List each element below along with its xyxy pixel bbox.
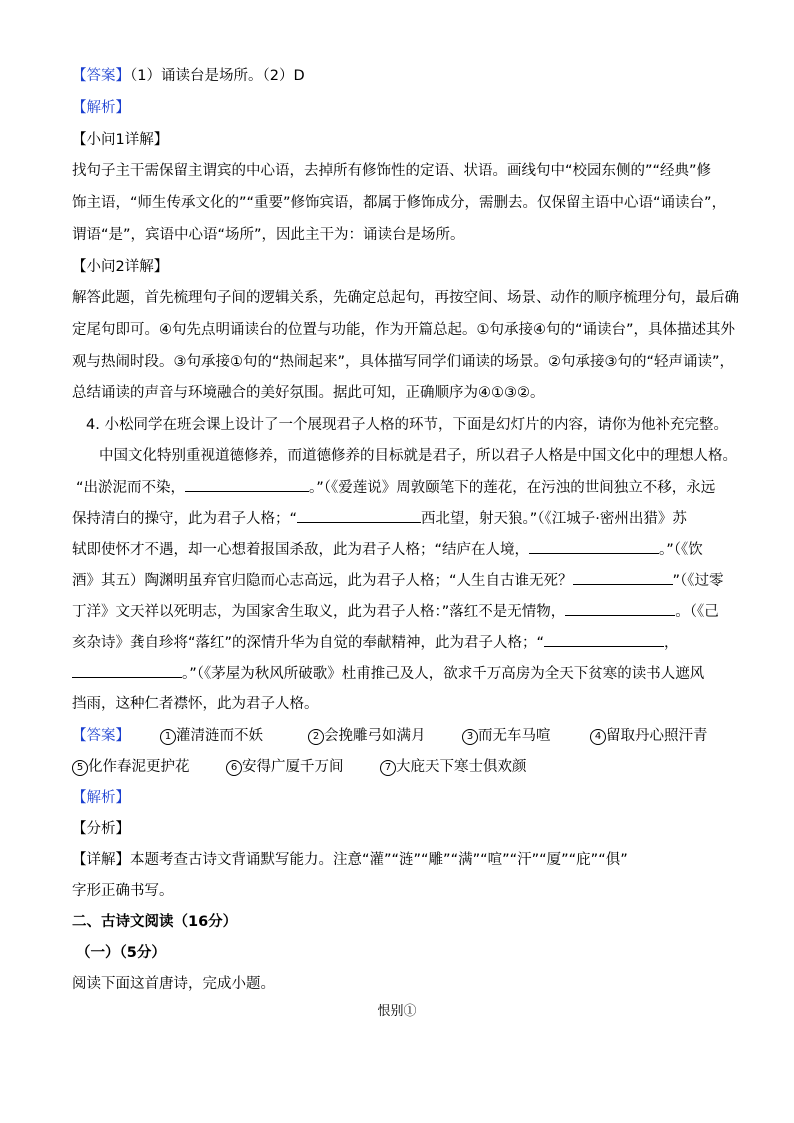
detail4-tag: 【详解】 <box>72 852 130 868</box>
answer4-item-1: 1 灌清涟而不妖 <box>160 726 308 746</box>
answer-tag: 【答案】 <box>72 68 130 84</box>
fenxi-tag: 【分析】 <box>72 821 130 837</box>
detail4-line-2: 字形正确书写。 <box>72 883 174 899</box>
section2-title: 二、古诗文阅读（16分） <box>72 914 238 930</box>
answer4-tag: 【答案】 <box>72 728 130 744</box>
read-instruction: 阅读下面这首唐诗，完成小题。 <box>72 976 275 992</box>
q4-para-line-8: 。”（《茅屋为秋风所破歌》杜甫推己及人，欲求千万高房为全天下贫寒的读书人遮风 <box>72 663 732 684</box>
q4-para-line-9: 挡雨，这种仁者襟怀，此为君子人格。 <box>72 696 319 712</box>
q2-line-1: 解答此题，首先梳理句子间的逻辑关系，先确定总起句，再按空间、场景、动作的顺序梳理分句，最后确 <box>72 290 739 306</box>
question4-stem: 4. 小松同学在班会课上设计了一个展现君子人格的环节，下面是幻灯片的内容，请你为他补充完整。 <box>86 417 728 433</box>
detail4-line-1: 【详解】本题考查古诗文背诵默写能力。注意“灌”“涟”“雕”“满”“喧”“汗”“厦”“庇”“俱” <box>72 852 628 868</box>
answer-text: （1）诵读台是场所。（2）D <box>130 68 305 84</box>
fill-blank-1[interactable] <box>185 477 309 492</box>
answer4-item-3: 3 而无车马喧 <box>462 726 590 746</box>
answer4-row-2 <box>72 757 732 777</box>
q4-para-line-3: 保持清白的操守，此为君子人格；“ 西北望，射天狼。”（《江城子·密州出猎》苏 <box>72 508 732 529</box>
sub1-title: （一）（5分） <box>76 945 166 961</box>
answer4-item-7: 7 大庇天下寒士俱欢颜 <box>380 757 527 777</box>
fill-blank-2[interactable] <box>297 508 421 523</box>
answer4-item-6: 6 安得广厦千万间 <box>226 757 380 777</box>
q4-para-line-5: 酒》其五）陶渊明虽弃官归隐而心志高远，此为君子人格；“人生自古谁无死？ ”（《过零 <box>72 570 732 591</box>
fill-blank-4[interactable] <box>573 570 673 585</box>
answer4-item-2: 2 会挽雕弓如满月 <box>308 726 462 746</box>
answer4-item-5: 5 化作春泥更护花 <box>72 757 226 777</box>
q1-tag: 【小问1详解】 <box>72 132 169 148</box>
q4-para-line-2: “出淤泥而不染， 。”（《爱莲说》周敦颐笔下的莲花，在污浊的世间独立不移，永远 <box>76 477 736 498</box>
poem-title: 恨别① <box>377 1004 417 1019</box>
answer4-item-4: 4 留取丹心照汗青 <box>590 726 708 746</box>
q2-line-2: 定尾句即可。④句先点明诵读台的位置与功能，作为开篇总起。①句承接④句的“诵读台”，具体描述其外 <box>72 322 736 338</box>
fill-blank-7[interactable] <box>72 663 182 678</box>
q1-line-1: 找句子主干需保留主谓宾的中心语，去掉所有修饰性的定语、状语。画线句中“校园东侧的”“经典”修 <box>72 163 712 179</box>
analysis-tag: 【解析】 <box>72 100 130 116</box>
q2-line-4: 总结诵读的声音与环境融合的美好氛围。据此可知，正确顺序为④①③②。 <box>72 385 545 401</box>
q4-para-line-6: 丁洋》文天祥以死明志，为国家舍生取义，此为君子人格：”落红不是无情物， 。（《己 <box>72 601 732 622</box>
analysis4-tag: 【解析】 <box>72 790 130 806</box>
q1-line-3: 谓语“是”，宾语中心语“场所”，因此主干为：诵读台是场所。 <box>72 227 465 243</box>
fill-blank-3[interactable] <box>529 539 659 554</box>
q4-para-line-1: 中国文化特别重视道德修养，而道德修养的目标就是君子，所以君子人格是中国文化中的理想人格。 <box>99 448 737 464</box>
fill-blank-6[interactable] <box>544 632 664 647</box>
answer4-row-1 <box>72 726 732 746</box>
fill-blank-5[interactable] <box>565 601 675 616</box>
q4-para-line-4: 轼即使怀才不遇，却一心想着报国杀敌，此为君子人格；“结庐在人境， 。”（《饮 <box>72 539 732 560</box>
q2-line-3: 观与热闹时段。③句承接①句的“热闹起来”，具体描写同学们诵读的场景。②句承接③句的“轻声诵读”， <box>72 354 735 370</box>
q2-tag: 【小问2详解】 <box>72 259 169 275</box>
q1-line-2: 饰主语，“师生传承文化的”“重要”修饰宾语，都属于修饰成分，需删去。仅保留主语中心语“诵读台”， <box>72 195 727 211</box>
q4-para-line-7: 亥杂诗》龚自珍将“落红”的深情升华为自觉的奉献精神，此为君子人格；“ ， <box>72 632 732 653</box>
answer-line <box>72 66 732 86</box>
